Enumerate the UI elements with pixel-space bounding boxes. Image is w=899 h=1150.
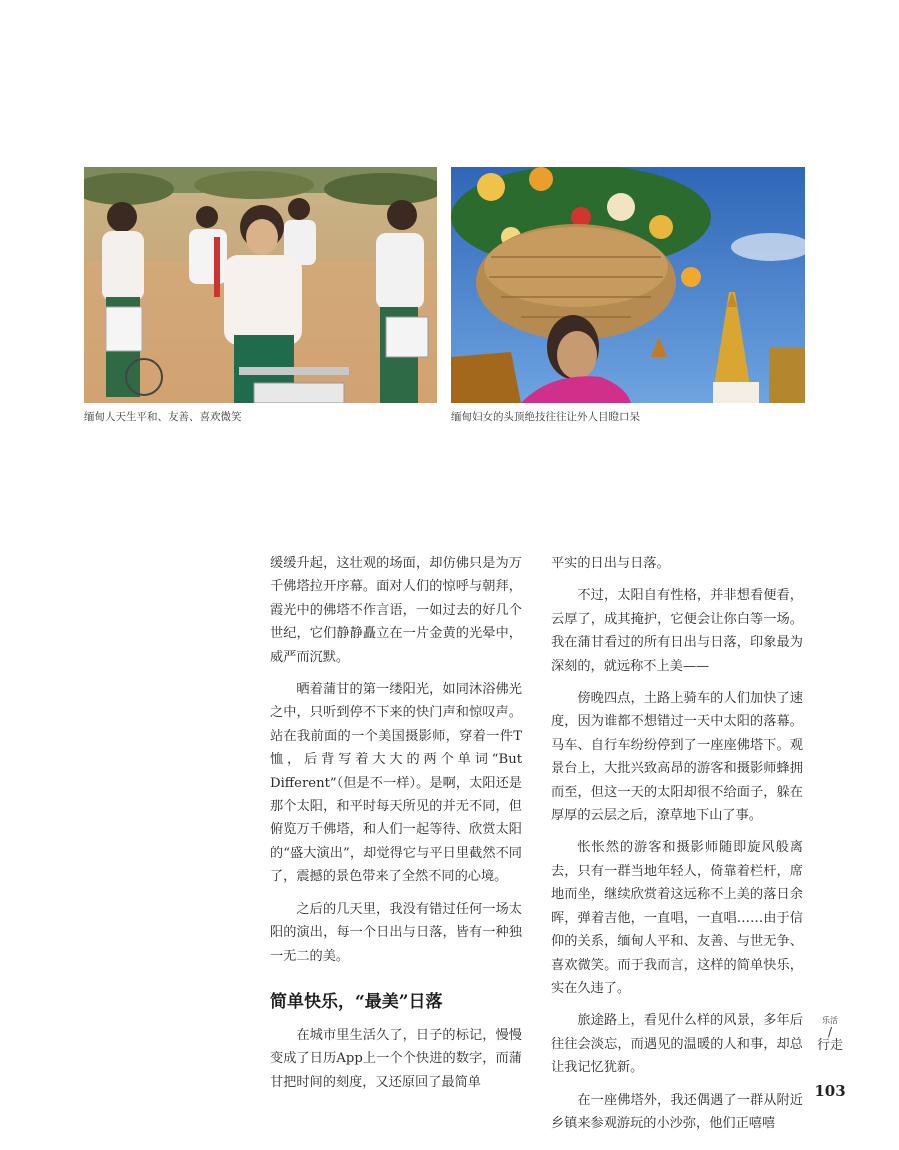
- section-marker: [813, 1016, 847, 1054]
- paragraph: 缓缓升起，这壮观的场面，却仿佛只是为万千佛塔拉开序幕。面对人们的惊呼与朝拜，霞光中的佛塔不作言语，一如过去的好几个世纪，它们静静矗立在一片金黄的光晕中，威严而沉默。: [270, 556, 522, 665]
- paragraph: 不过，太阳自有性格，并非想看便看，云厚了，成其掩护，它便会让你白等一场。我在蒲甘看过的所有日出与日落，印象最为深刻的，就远称不上美——: [551, 588, 803, 674]
- paragraph: 怅怅然的游客和摄影师随即旋风般离去，只有一群当地年轻人，倚靠着栏杆，席地而坐，继续欣赏着这远称不上美的落日余晖，弹着吉他，一直唱，一直唱……由于信仰的关系，缅甸人平和、友善、与世无争、喜欢微笑。而于我而言，这样的简单快乐，实在久违了。: [551, 840, 803, 996]
- paragraph: 之后的几天里，我没有错过任何一场太阳的演出，每一个日出与日落，皆有一种独一无二的美。: [270, 901, 522, 964]
- paragraph: 在城市里生活久了，日子的标记，慢慢变成了日历App上一个个快进的数字，而蒲甘把时间的刻度，又还原回了最简单: [270, 1027, 522, 1090]
- section-heading: 简单快乐，“最美”日落: [270, 991, 443, 1012]
- photo-cyclists: [84, 167, 437, 403]
- paragraph: 旅途路上，看见什么样的风景，多年后往往会淡忘，而遇见的温暖的人和事，却总让我记忆犹新。: [551, 1013, 803, 1076]
- paragraph: 平实的日出与日落。: [551, 556, 670, 571]
- paragraph: 晒着蒲甘的第一缕阳光，如同沐浴佛光之中，只听到停不下来的快门声和惊叹声。站在我前面的一个美国摄影师，穿着一件T恤，后背写着大大的两个单词“But Different”（但是不一样）。是啊，太阳还是那个太阳，和平时每天所见的并无不同，但俯览万千佛塔，和人们一起等待、欣赏太阳的“盛大演出”，却觉得它与平日里截然不同了，震撼的景色带来了全然不同的心境。: [270, 682, 522, 885]
- photo-basket-woman: [451, 167, 805, 403]
- photo-caption-basket-woman: 缅甸妇女的头顶绝技往往让外人目瞪口呆: [451, 411, 640, 423]
- photo-caption-cyclists: 缅甸人天生平和、友善、喜欢微笑: [84, 411, 242, 423]
- page-number: 103: [814, 1082, 846, 1100]
- section-subcategory: 行走: [816, 1038, 843, 1053]
- text-column-left: [270, 552, 522, 1094]
- text-column-right: [551, 552, 803, 1135]
- paragraph: 傍晚四点，土路上骑车的人们加快了速度，因为谁都不想错过一天中太阳的落幕。马车、自行车纷纷停到了一座座佛塔下。观景台上，大批兴致高昂的游客和摄影师蜂拥而至，但这一天的太阳却很不给面子，躲在厚厚的云层之后，潦草地下山了事。: [551, 691, 803, 824]
- paragraph: 在一座佛塔外，我还偶遇了一群从附近乡镇来参观游玩的小沙弥，他们正嘻嘻: [551, 1092, 803, 1131]
- section-divider: /: [827, 1025, 833, 1039]
- section-category: 乐活: [822, 1016, 838, 1025]
